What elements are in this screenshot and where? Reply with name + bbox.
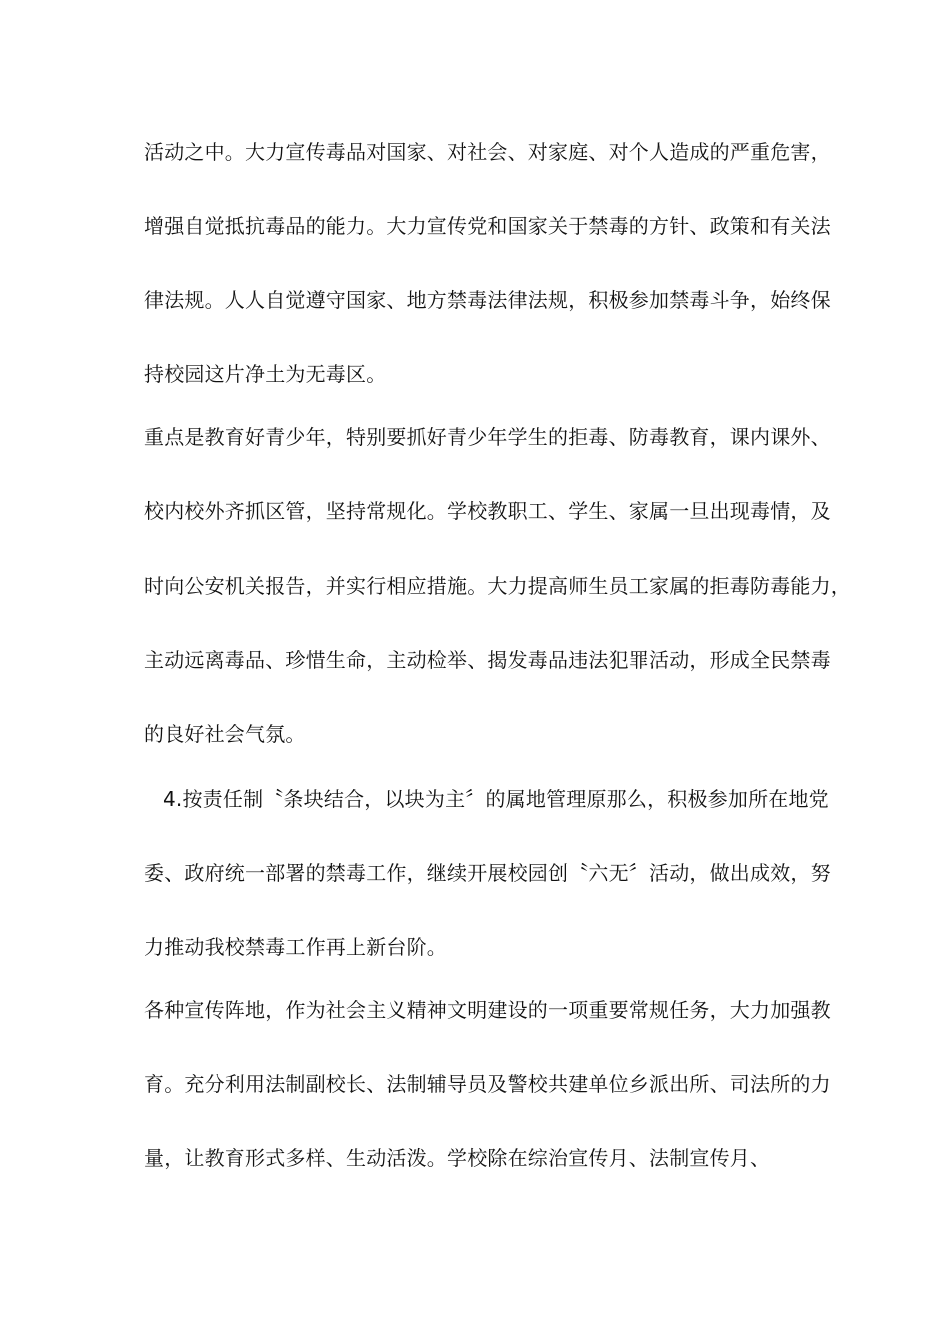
text-line: 时向公安机关报告，并实行相应措施。大力提高师生员工家属的拒毒防毒能力， xyxy=(144,574,851,598)
text-line: 的良好社会气氛。 xyxy=(144,722,306,746)
text-line: 律法规。人人自觉遵守国家、地方禁毒法律法规，积极参加禁毒斗争，始终保 xyxy=(144,288,831,312)
text-line: 重点是教育好青少年，特别要抓好青少年学生的拒毒、防毒教育，课内课外、 xyxy=(144,425,831,449)
text-line: 4.按责任制〝条块结合，以块为主〞的属地管理原那么，积极参加所在地党 xyxy=(163,787,829,811)
text-line: 委、政府统一部署的禁毒工作，继续开展校园创〝六无〞活动，做出成效，努 xyxy=(144,861,831,885)
text-line: 力推动我校禁毒工作再上新台阶。 xyxy=(144,935,447,959)
text-line: 育。充分利用法制副校长、法制辅导员及警校共建单位乡派出所、司法所的力 xyxy=(144,1072,831,1096)
text-line: 各种宣传阵地，作为社会主义精神文明建设的一项重要常规任务，大力加强教 xyxy=(144,998,831,1022)
text-line: 持校园这片净土为无毒区。 xyxy=(144,362,387,386)
text-line: 主动远离毒品、珍惜生命，主动检举、揭发毒品违法犯罪活动，形成全民禁毒 xyxy=(144,648,831,672)
text-line: 校内校外齐抓区管，坚持常规化。学校教职工、学生、家属一旦出现毒情，及 xyxy=(144,499,831,523)
text-line: 量，让教育形式多样、生动活泼。学校除在综治宣传月、法制宣传月、 xyxy=(144,1146,771,1170)
text-line: 增强自觉抵抗毒品的能力。大力宣传党和国家关于禁毒的方针、政策和有关法 xyxy=(144,214,831,238)
text-line: 活动之中。大力宣传毒品对国家、对社会、对家庭、对个人造成的严重危害， xyxy=(144,140,831,164)
